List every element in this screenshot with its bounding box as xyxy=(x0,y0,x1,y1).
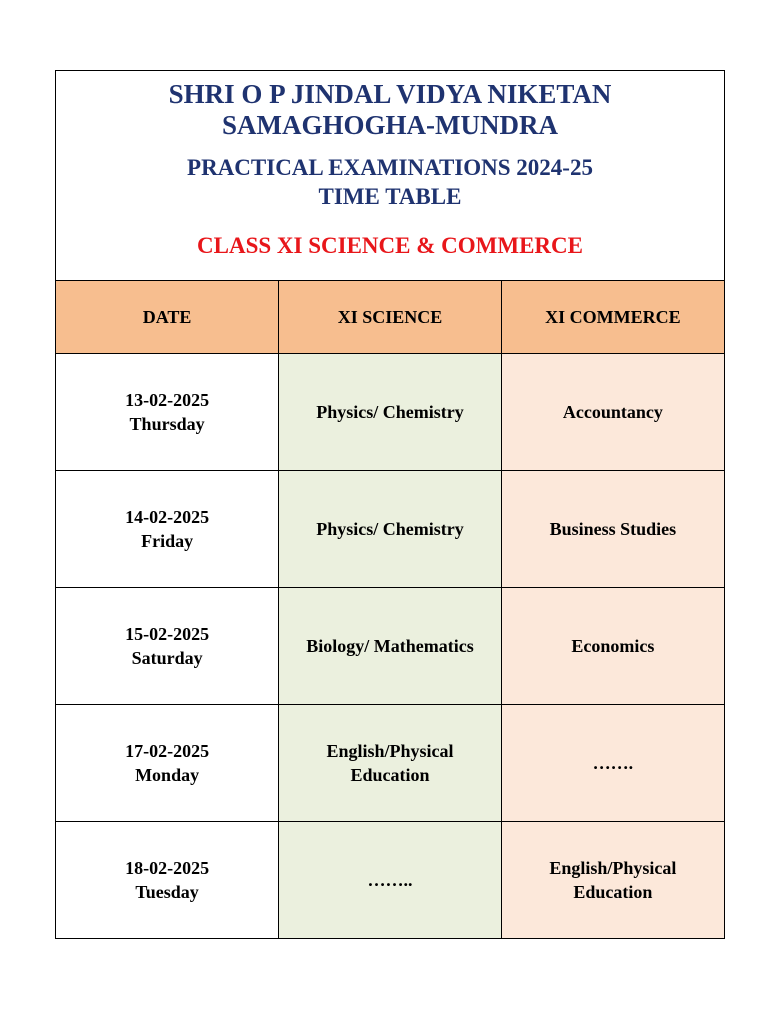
science-subject: Biology/ Mathematics xyxy=(306,636,474,656)
school-name-line1: SHRI O P JINDAL VIDYA NIKETAN xyxy=(168,79,612,109)
commerce-subject: Business Studies xyxy=(549,519,677,539)
commerce-subject: Economics xyxy=(571,636,655,656)
science-cell xyxy=(279,822,502,939)
timetable-sheet xyxy=(55,70,725,939)
science-subject: English/Physical xyxy=(326,741,454,761)
science-subject: Physics/ Chemistry xyxy=(316,519,464,539)
commerce-subject: Education xyxy=(573,882,653,902)
science-cell xyxy=(279,471,502,588)
date-value: 15-02-2025 xyxy=(125,624,210,644)
date-cell xyxy=(56,588,279,705)
commerce-subject: English/Physical xyxy=(549,858,677,878)
commerce-cell xyxy=(501,354,724,471)
science-subject: …….. xyxy=(367,870,413,890)
column-header-science: XI SCIENCE xyxy=(279,281,502,354)
column-header-commerce: XI COMMERCE xyxy=(501,281,724,354)
science-cell xyxy=(279,705,502,822)
exam-title-line2: TIME TABLE xyxy=(318,184,462,209)
date-cell xyxy=(56,705,279,822)
class-title: CLASS XI SCIENCE & COMMERCE xyxy=(197,233,583,258)
day-value: Monday xyxy=(135,765,200,785)
science-cell xyxy=(279,588,502,705)
science-cell xyxy=(279,354,502,471)
day-value: Thursday xyxy=(129,414,205,434)
column-header-date: DATE xyxy=(56,281,279,354)
table-row xyxy=(56,705,724,822)
table-header-row xyxy=(56,281,724,354)
table-row xyxy=(56,822,724,939)
date-value: 13-02-2025 xyxy=(125,390,210,410)
day-value: Tuesday xyxy=(135,882,199,902)
date-cell xyxy=(56,354,279,471)
date-cell xyxy=(56,471,279,588)
table-row xyxy=(56,354,724,471)
school-name xyxy=(56,79,724,141)
timetable-table xyxy=(56,281,724,938)
commerce-subject: Accountancy xyxy=(562,402,663,422)
table-row xyxy=(56,471,724,588)
science-subject: Physics/ Chemistry xyxy=(316,402,464,422)
day-value: Saturday xyxy=(131,648,203,668)
date-value: 14-02-2025 xyxy=(125,507,210,527)
commerce-cell xyxy=(501,822,724,939)
commerce-cell xyxy=(501,471,724,588)
commerce-subject: ……. xyxy=(592,753,634,773)
school-name-line2: SAMAGHOGHA-MUNDRA xyxy=(222,110,558,140)
date-value: 18-02-2025 xyxy=(125,858,210,878)
table-row xyxy=(56,588,724,705)
timetable-header xyxy=(56,71,724,281)
date-value: 17-02-2025 xyxy=(125,741,210,761)
day-value: Friday xyxy=(141,531,194,551)
science-subject: Education xyxy=(350,765,430,785)
date-cell xyxy=(56,822,279,939)
commerce-cell xyxy=(501,588,724,705)
exam-title-line1: PRACTICAL EXAMINATIONS 2024-25 xyxy=(187,155,593,180)
exam-title xyxy=(56,153,724,211)
commerce-cell xyxy=(501,705,724,822)
